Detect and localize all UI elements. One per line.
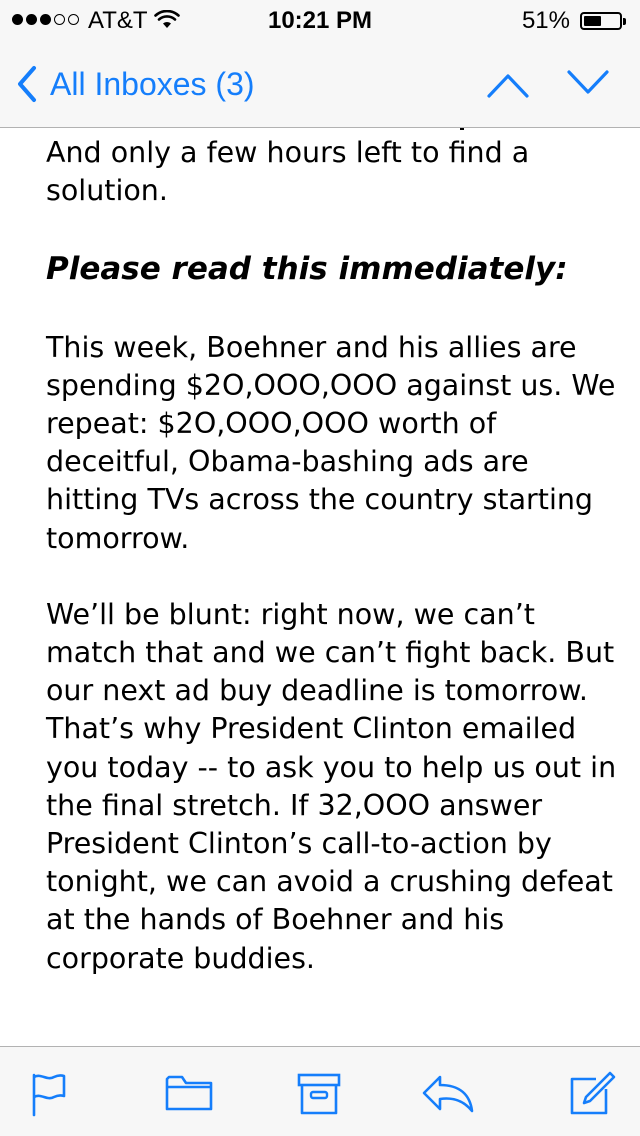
status-bar (0, 0, 640, 40)
email-paragraph: We’ll be blunt: right now, we can’t match that and we can’t fight back. But our next ad buy deadline is tomorrow. That’s why President Clinton emailed you today -- to ask you to help us out in the final stretch. If 32,OOO answer President Clinton’s call-to-action by tonight, we can avoid a crushing defeat at the hands of Boehner and his corporate buddies. (46, 597, 617, 975)
battery-fill (584, 16, 601, 26)
chevron-down-icon (566, 66, 610, 102)
archive-icon (296, 1071, 342, 1117)
reply-button[interactable] (420, 1071, 476, 1121)
carrier-name: AT&T (88, 7, 148, 34)
compose-button[interactable] (568, 1071, 616, 1121)
email-heading: Please read this immediately: (46, 251, 568, 288)
email-line: And only a few hours left to find a solution. (46, 136, 530, 208)
archive-button[interactable] (296, 1071, 342, 1121)
back-button[interactable] (16, 62, 255, 106)
reply-icon (420, 1071, 476, 1117)
navigation-bar (0, 40, 640, 128)
email-text (46, 134, 626, 978)
previous-message-button[interactable] (486, 66, 530, 107)
next-message-button[interactable] (566, 66, 610, 107)
battery-icon (580, 12, 622, 30)
back-button-label: All Inboxes (3) (50, 65, 255, 102)
status-time: 10:21 PM (267, 7, 373, 34)
folder-icon (164, 1071, 214, 1113)
flag-icon (28, 1071, 68, 1117)
chevron-left-icon (16, 65, 38, 103)
email-paragraph: This week, Boehner and his allies are spending $2O,OOO,OOO against us. We repeat: $2O,OOO,OOO worth of deceitful, Obama-bashing ads are hitting TVs across the country starting tomorrow. (46, 330, 616, 555)
bottom-toolbar (0, 1046, 640, 1136)
flag-button[interactable] (28, 1071, 68, 1121)
battery-percent: 51% (521, 7, 570, 34)
chevron-up-icon (486, 66, 530, 102)
move-to-folder-button[interactable] (164, 1071, 214, 1117)
compose-icon (568, 1071, 616, 1117)
email-body[interactable] (0, 128, 640, 1046)
